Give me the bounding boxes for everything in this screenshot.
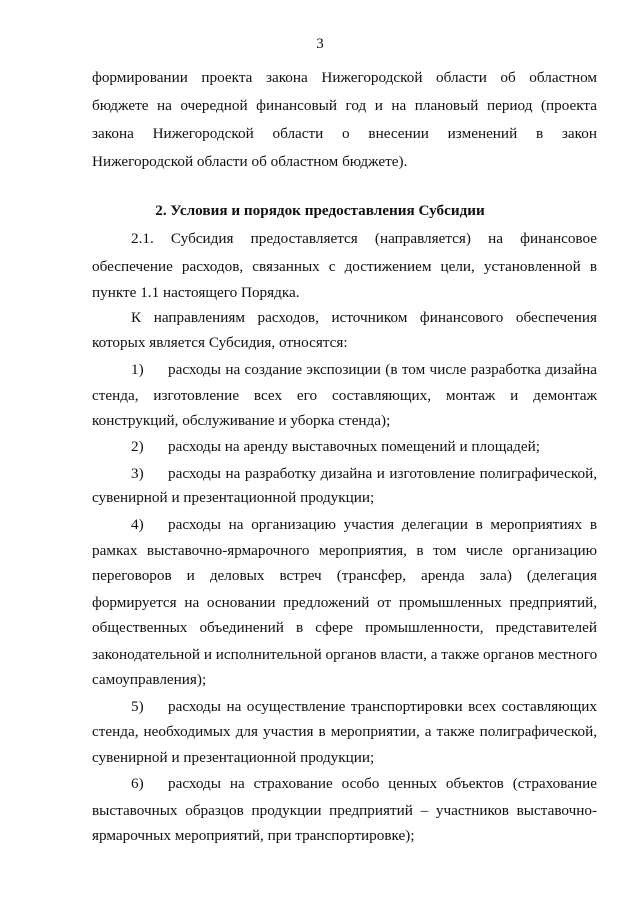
list-item-line: расходы на разработку дизайна и изготовление полиграфической, xyxy=(168,465,597,482)
paragraph-line: пункте 1.1 настоящего Порядка. xyxy=(92,284,300,301)
paragraph-line: К направлениям расходов, источником финансового обеспечения xyxy=(131,309,597,326)
list-item-line: расходы на организацию участия делегации в мероприятиях в xyxy=(168,516,597,533)
list-item-line: переговоров и деловых встреч (трансфер, аренда зала) (делегация xyxy=(92,567,597,584)
list-item-line: формируется на основании предложений от промышленных предприятий, xyxy=(92,594,597,611)
intro-line: закона Нижегородской области о внесении изменений в закон xyxy=(92,125,597,142)
paragraph-line: 2.1. Субсидия предоставляется (направляется) на финансовое xyxy=(131,230,597,247)
list-item-line: законодательной и исполнительной органов власти, а также органов местного xyxy=(92,646,598,663)
list-item-line: выставочных образцов продукции предприятий – участников выставочно- xyxy=(92,802,597,819)
list-item-line: общественных объединений в сфере промышленности, представителей xyxy=(92,619,597,636)
paragraph-line: обеспечение расходов, связанных с достижением цели, установленной в xyxy=(92,258,597,275)
list-item-number: 4) xyxy=(131,516,144,533)
page-number: 3 xyxy=(316,36,324,52)
list-item-line: стенда, необходимых для участия в мероприятии, а также полиграфической, xyxy=(92,723,597,740)
intro-line: бюджете на очередной финансовый год и на плановый период (проекта xyxy=(92,97,597,114)
list-item-number: 6) xyxy=(131,775,144,792)
list-item-line: самоуправления); xyxy=(92,671,207,688)
intro-line: Нижегородской области об областном бюджете). xyxy=(92,153,408,170)
section-heading: 2. Условия и порядок предоставления Субсидии xyxy=(155,202,485,219)
list-item-line: ярмарочных мероприятий, при транспортировке); xyxy=(92,827,415,844)
paragraph-line: которых является Субсидия, относятся: xyxy=(92,334,348,351)
list-item-number: 1) xyxy=(131,361,144,378)
list-item-line: сувенирной и презентационной продукции; xyxy=(92,749,375,766)
list-item-line: расходы на осуществление транспортировки всех составляющих xyxy=(168,698,597,715)
list-item-number: 2) xyxy=(131,438,144,455)
list-item-number: 5) xyxy=(131,698,144,715)
list-item-line: стенда, изготовление всех его составляющих, монтаж и демонтаж xyxy=(92,387,597,404)
list-item-line: конструкций, обслуживание и уборка стенда); xyxy=(92,412,391,429)
list-item-line: сувенирной и презентационной продукции; xyxy=(92,489,375,506)
intro-line: формировании проекта закона Нижегородской области об областном xyxy=(92,69,597,86)
list-item-line: расходы на страхование особо ценных объектов (страхование xyxy=(168,775,597,792)
list-item-line: расходы на аренду выставочных помещений и площадей; xyxy=(168,438,540,455)
list-item-number: 3) xyxy=(131,465,144,482)
list-item-line: расходы на создание экспозиции (в том числе разработка дизайна xyxy=(168,361,597,378)
list-item-line: рамках выставочно-ярмарочного мероприятия, в том числе организацию xyxy=(92,542,597,559)
